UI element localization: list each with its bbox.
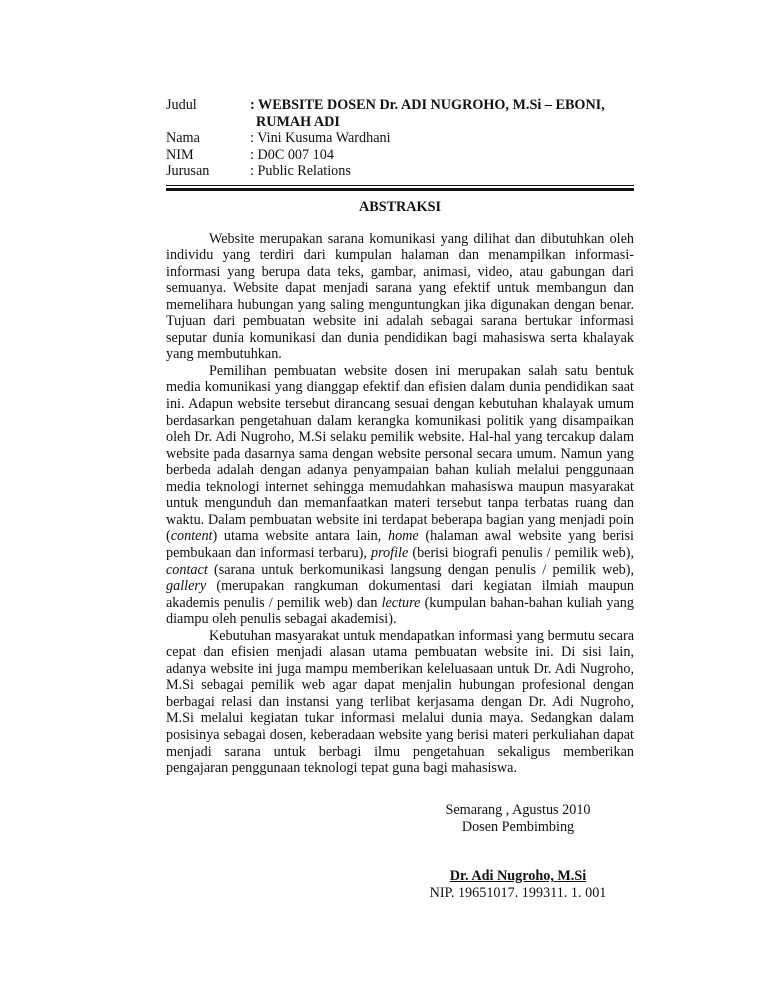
paragraph-2-text: (merupakan rangkuman dokumentasi dari kegiatan ilmiah maupun akademis penulis / pemilik web) dan — [166, 578, 634, 611]
judul-label: Judul — [166, 97, 197, 113]
paragraph-2 — [166, 363, 634, 628]
term-content: content — [170, 528, 213, 545]
header-fields — [166, 97, 634, 180]
signature-place-block — [420, 802, 616, 836]
term-lecture: lecture — [381, 594, 421, 611]
term-gallery: gallery — [166, 578, 207, 595]
judul-value: : WEBSITE DOSEN Dr. ADI NUGROHO, M.Si – EBONI, RUMAH ADI — [250, 97, 605, 130]
term-home: home — [387, 528, 419, 545]
term-contact: contact — [166, 561, 208, 578]
signer-name: Dr. Adi Nugroho, M.Si — [449, 868, 587, 884]
nama-value: : Vini Kusuma Wardhani — [250, 130, 391, 147]
term-profile: profile — [370, 544, 409, 561]
paragraph-3: Kebutuhan masyarakat untuk mendapatkan informasi yang bermutu secara cepat dan efisien menjadi alasan utama pembuatan website ini. Di sisi lain, adanya website ini juga mampu memberikan keleluasaan untuk Dr. Adi Nugroho, M.Si sebagai pemilik web agar dapat menjalin hubungan profesional dengan berbagai relasi dan instansi yang terlibat kerjasama dengan Dr. Adi Nugroho, M.Si melalui kegiatan tukar informasi melalui dunia maya. Sedangkan dalam posisinya sebagai dosen, keberadaan website yang berisi materi perkuliahan dapat menjadi sarana untuk berbagi ilmu pengetahuan sekaligus memberikan pengajaran penggunaan teknologi tepat guna bagi mahasiswa. — [166, 627, 634, 777]
paragraph-2-text: (halaman awal website yang berisi pembukaan dan informasi terbaru), — [166, 528, 634, 561]
divider-thin-line — [166, 185, 634, 186]
divider-thick-line — [166, 188, 634, 191]
signer-nip: NIP. 19651017. 199311. 1. 001 — [429, 885, 607, 901]
abstract-body — [166, 231, 634, 777]
signature-name-block — [420, 868, 616, 902]
nama-label: Nama — [166, 130, 200, 147]
nim-value: : D0C 007 104 — [250, 146, 334, 163]
jurusan-value: : Public Relations — [250, 163, 351, 180]
paragraph-2-text: ) utama website antara lain, — [212, 528, 388, 545]
place-date: Semarang , Agustus 2010 — [445, 802, 591, 818]
paragraph-2-text: (sarana untuk berkomunikasi langsung dengan penulis / pemilik web), — [207, 561, 634, 578]
paragraph-2-text: Pemilihan pembuatan website dosen ini merupakan salah satu bentuk media komunikasi yang dianggap efektif dan efisien dalam dunia pendidikan saat ini. Adapun website tersebut dirancang sesuai dengan kebutuhan khalayak umum berdasarkan pengetahuan dalam kerangka komunikasi politik yang disampaikan oleh Dr. Adi Nugroho, M.Si selaku pemilik website. Hal-hal yang tercakup dalam website pada dasarnya sama dengan website personal secara umum. Namun yang berbeda adalah dengan adanya penyampaian bahan kuliah melalui penggunaan media teknologi internet sehingga memudahkan mahasiswa maupun masyarakat untuk mengunduh dan memanfaatkan materi tersebut tanpa terbatas ruang dan waktu. Dalam pembuatan website ini terdapat beberapa bagian yang menjadi poin ( — [166, 362, 634, 545]
nim-label: NIM — [166, 146, 194, 163]
paragraph-2-text: (berisi biografi penulis / pemilik web), — [408, 544, 634, 561]
signer-role: Dosen Pembimbing — [461, 819, 575, 835]
document-page — [166, 97, 634, 777]
abstract-title: ABSTRAKSI — [358, 198, 441, 215]
jurusan-label: Jurusan — [166, 163, 210, 180]
header-divider — [166, 185, 634, 191]
paragraph-1: Website merupakan sarana komunikasi yang dilihat dan dibutuhkan oleh individu yang terdiri dari kumpulan halaman dan menampilkan informasi-informasi yang berupa data teks, gambar, animasi, video, atau gabungan dari semuanya. Website dapat menjadi sarana yang efektif untuk membangun dan memelihara hubungan yang saling menguntungkan jika digunakan dengan benar. Tujuan dari pembuatan website ini adalah sebagai sarana bertukar informasi seputar dunia komunikasi dan dunia pendidikan bagi mahasiswa serta khalayak yang membutuhkan. — [166, 230, 634, 363]
paragraph-2-text: (kumpulan bahan-bahan kuliah yang diampu oleh penulis sebagai akademisi). — [166, 594, 634, 628]
